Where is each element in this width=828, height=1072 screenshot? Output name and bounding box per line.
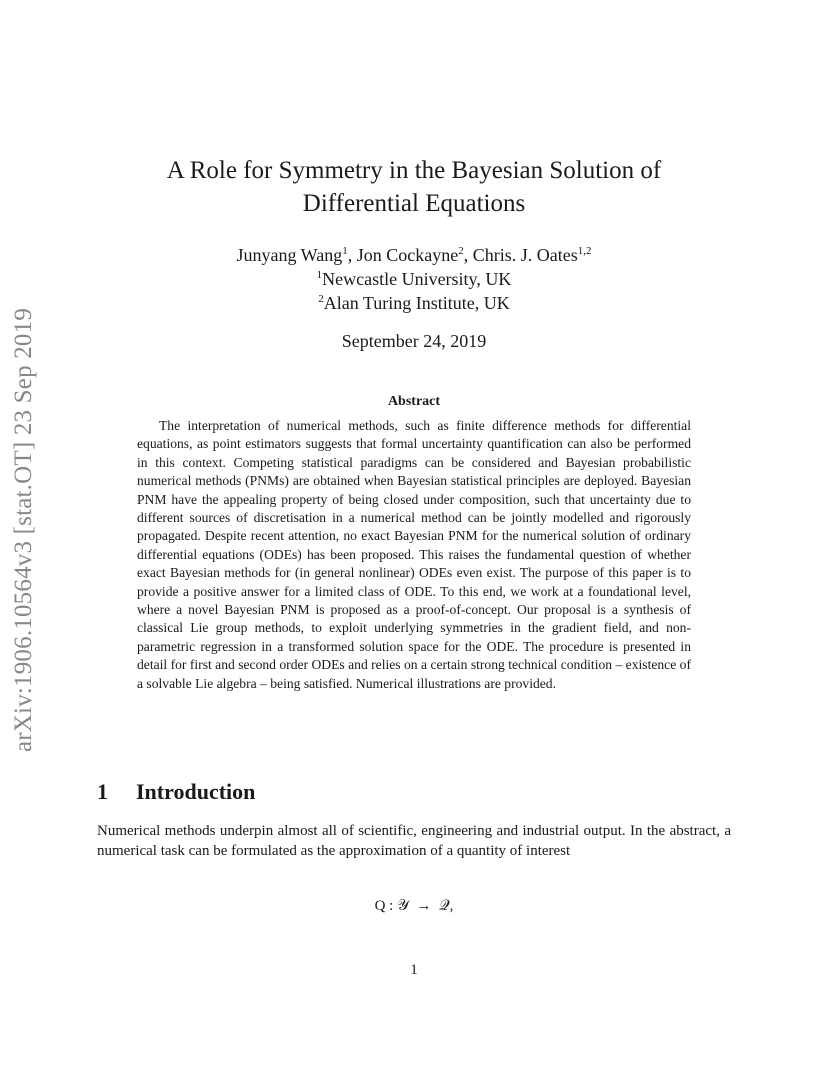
author-affiliation-marker: 1 [342, 245, 348, 257]
affiliation-line [100, 267, 728, 291]
affiliation-name: Alan Turing Institute, UK [323, 293, 510, 313]
affiliation-line [100, 291, 728, 315]
publication-date: September 24, 2019 [341, 331, 487, 351]
affiliation-marker: 1 [316, 269, 323, 281]
affiliation-name: Newcastle University, UK [322, 269, 512, 289]
author-name: Jon Cockayne [356, 245, 459, 265]
author-affiliation-marker: 2 [458, 245, 464, 257]
author-separator: , [463, 245, 473, 265]
author-block [100, 243, 728, 315]
author-affiliation-marker: 1,2 [577, 245, 592, 257]
section-title: Introduction [136, 779, 256, 804]
equation-arrow: → [416, 898, 432, 914]
paper-title-line-1: A Role for Symmetry in the Bayesian Solution of [166, 157, 662, 184]
affiliation-marker: 2 [318, 293, 324, 305]
section-heading [97, 778, 255, 806]
author-name: Junyang Wang [236, 245, 343, 265]
arxiv-identifier-stamp [2, 284, 46, 776]
abstract-heading: Abstract [387, 394, 441, 409]
author-list [100, 243, 728, 267]
author-name: Chris. J. Oates [472, 245, 578, 265]
abstract-body: The interpretation of numerical methods, such as finite difference methods for differential equations, as point estimators suggests that formal uncertainty quantification can also be performed in this context. Competing statistical paradigms can be considered and Bayesian probabilistic numerical methods (PNMs) are obtained when Bayesian statistical principles are deployed. Bayesian PNM have the appealing property of being closed under composition, such that uncertainty due to different sources of discretisation in a numerical method can be jointly modelled and rigorously propagated. Despite recent attention, no exact Bayesian PNM for the numerical solution of ordinary differential equations (ODEs) has been proposed. This raises the fundamental question of whether exact Bayesian methods for (in general nonlinear) ODEs even exist. The purpose of this paper is to provide a positive answer for a limited class of ODE. To this end, we work at a foundational level, where a novel Bayesian PNM is proposed as a proof-of-concept. Our proposal is a synthesis of classical Lie group methods, to exploit underlying symmetries in the gradient field, and non-parametric regression in a transformed solution space for the ODE. The procedure is presented in detail for first and second order ODEs and relies on a certain strong technical condition – existence of a solvable Lie algebra – being satisfied. Numerical illustrations are provided. [137, 418, 691, 691]
display-equation [300, 896, 528, 916]
equation-lhs: Q : 𝒴 [374, 898, 409, 914]
equation-rhs: 𝒬, [438, 898, 454, 914]
introduction-paragraph: Numerical methods underpin almost all of scientific, engineering and industrial output. In the abstract, a numerical task can be formulated as the approximation of a quantity of interest [97, 823, 731, 859]
paper-title-line-2: Differential Equations [302, 190, 526, 217]
page-number: 1 [410, 962, 418, 978]
paper-title [100, 154, 728, 220]
section-number: 1 [97, 779, 108, 804]
author-separator: , [347, 245, 357, 265]
arxiv-identifier-text: arXiv:1906.10564v3 [stat.OT] 23 Sep 2019 [10, 307, 37, 753]
